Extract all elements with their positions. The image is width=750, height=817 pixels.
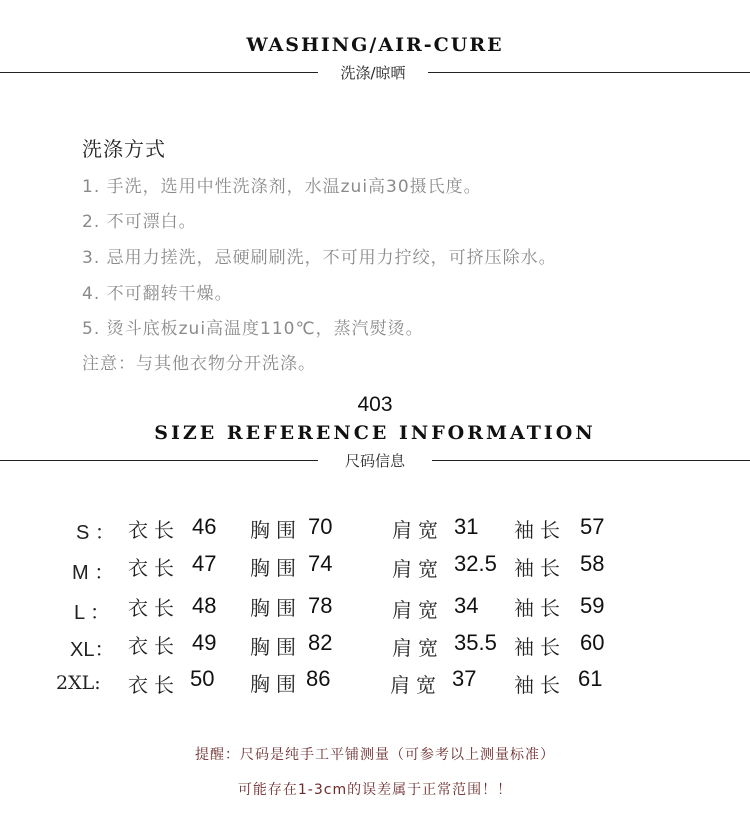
sleeve-label: 袖长 (514, 518, 566, 542)
length-label: 衣长 (128, 673, 180, 697)
length-value: 50 (190, 666, 215, 691)
sleeve-value: 59 (580, 593, 605, 618)
size-title-cn: 尺码信息 (344, 452, 405, 470)
shoulder-label: 肩宽 (392, 636, 444, 660)
size-divider-left (0, 460, 318, 461)
size-label: 2XL: (56, 672, 101, 694)
shoulder-value: 31 (454, 514, 479, 539)
size-title-en: SIZE REFERENCE INFORMATION (154, 422, 596, 444)
size-label: L ： (74, 602, 110, 624)
sleeve-value: 57 (580, 514, 605, 539)
chest-value: 86 (306, 666, 331, 691)
washing-item: 4. 不可翻转干燥。 (82, 284, 233, 304)
sleeve-label: 袖长 (514, 596, 566, 620)
sleeve-value: 60 (580, 630, 605, 655)
shoulder-value: 32.5 (454, 551, 497, 576)
shoulder-label: 肩宽 (392, 557, 444, 581)
length-label: 衣长 (128, 634, 180, 658)
washing-note: 注意：与其他衣物分开洗涤。 (82, 354, 316, 374)
size-label: XL： (70, 639, 115, 661)
sleeve-label: 袖长 (514, 673, 566, 697)
measurement-reminder: 提醒：尺码是纯手工平铺测量（可参考以上测量标准） (195, 747, 555, 763)
washing-heading: 洗涤方式 (82, 137, 166, 161)
tolerance-note: 可能存在1-3cm的误差属于正常范围！！ (237, 782, 513, 798)
length-value: 48 (192, 593, 217, 618)
size-divider-right (432, 460, 750, 461)
page-number: 403 (357, 393, 393, 416)
washing-divider-left (0, 72, 318, 73)
chest-value: 70 (308, 514, 333, 539)
sleeve-value: 61 (578, 666, 603, 691)
washing-divider-right (428, 72, 750, 73)
sleeve-label: 袖长 (514, 556, 566, 580)
washing-item: 3. 忌用力搓洗，忌硬刷刷洗，不可用力拧绞，可挤压除水。 (82, 248, 557, 268)
length-label: 衣长 (128, 596, 180, 620)
shoulder-label: 肩宽 (392, 598, 444, 622)
chest-label: 胸围 (250, 518, 302, 542)
shoulder-value: 37 (452, 666, 477, 691)
chest-value: 78 (308, 593, 333, 618)
length-value: 47 (192, 551, 217, 576)
washing-title-cn: 洗涤/晾晒 (340, 64, 406, 82)
washing-item: 2. 不可漂白。 (82, 212, 197, 232)
chest-label: 胸围 (250, 635, 302, 659)
length-value: 49 (192, 630, 217, 655)
size-label: M ： (72, 562, 115, 584)
chest-value: 74 (308, 551, 333, 576)
sleeve-label: 袖长 (514, 635, 566, 659)
chest-label: 胸围 (250, 556, 302, 580)
chest-label: 胸围 (250, 672, 302, 696)
length-value: 46 (192, 514, 217, 539)
shoulder-value: 35.5 (454, 630, 497, 655)
washing-title-en: WASHING/AIR-CURE (246, 34, 504, 56)
sleeve-value: 58 (580, 551, 605, 576)
chest-label: 胸围 (250, 596, 302, 620)
shoulder-label: 肩宽 (392, 518, 444, 542)
washing-item: 5. 烫斗底板zui高温度110℃，蒸汽熨烫。 (82, 319, 424, 339)
length-label: 衣长 (128, 518, 180, 542)
shoulder-label: 肩宽 (390, 673, 442, 697)
length-label: 衣长 (128, 556, 180, 580)
size-label: S ： (76, 522, 115, 544)
chest-value: 82 (308, 630, 333, 655)
shoulder-value: 34 (454, 593, 479, 618)
washing-item: 1. 手洗，选用中性洗涤剂，水温zui高30摄氏度。 (82, 177, 482, 197)
